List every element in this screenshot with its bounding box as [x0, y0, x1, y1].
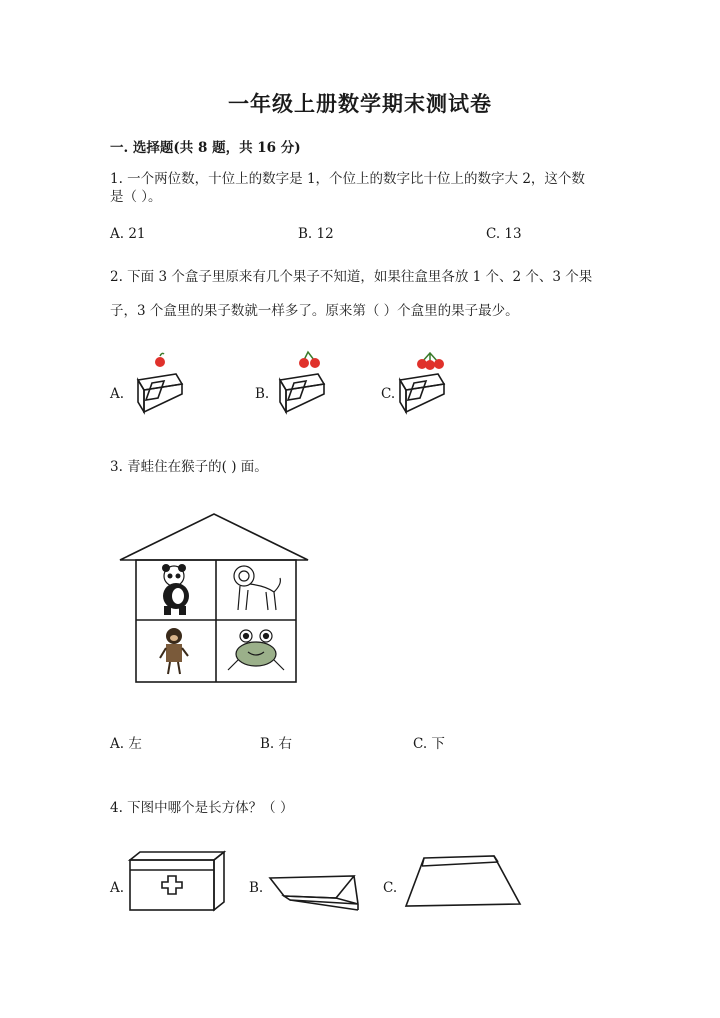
question-2-text — [110, 260, 630, 328]
question-3-option-a[interactable]: A. 左 — [110, 736, 142, 752]
question-1-option-b[interactable]: B. 12 — [298, 226, 334, 242]
lion-icon — [234, 566, 280, 610]
box-three-cherries-illustration — [382, 350, 462, 420]
question-1-line1: 1. 一个两位数，十位上的数字是 1，个位上的数字比十位上的数字大 2，这个数 — [110, 171, 585, 187]
cross-icon — [162, 876, 182, 894]
question-4-option-a[interactable]: A. — [110, 880, 125, 896]
house-roof — [120, 514, 308, 560]
cherry-icon — [417, 353, 444, 370]
section-heading: 一. 选择题(共 8 题，共 16 分) — [110, 140, 301, 156]
cherry-box-c — [400, 374, 444, 412]
question-1-line2: 是（ ）。 — [110, 189, 162, 205]
question-4-text: 4. 下图中哪个是长方体？（ ） — [110, 800, 294, 816]
question-1-option-c[interactable]: C. 13 — [486, 226, 522, 242]
monkey-icon — [160, 628, 188, 674]
trapezoid-prism-illustration — [400, 852, 524, 912]
question-1-text — [110, 170, 630, 206]
cherry-icon — [155, 353, 165, 367]
question-3-option-b[interactable]: B. 右 — [260, 736, 293, 752]
question-4-option-c[interactable]: C. — [383, 880, 398, 896]
panda-icon — [162, 564, 189, 615]
cherry-box-a — [138, 374, 182, 412]
frog-icon — [228, 630, 284, 670]
page-title: 一年级上册数学期末测试卷 — [228, 91, 492, 116]
question-2-option-b[interactable]: B. — [255, 386, 270, 402]
question-2-line1: 2. 下面 3 个盒子里原来有几个果子不知道，如果往盒里各放 1 个、2 个、3 个果 — [110, 269, 593, 285]
medicine-box-illustration — [124, 850, 230, 914]
question-2-line2: 子，3 个盒里的果子数就一样多了。原来第（ ）个盒里的果子最少。 — [110, 303, 519, 319]
question-2-option-a[interactable]: A. — [110, 386, 125, 402]
box-two-cherries-illustration — [262, 350, 342, 420]
question-3-text: 3. 青蛙住在猴子的( ) 面。 — [110, 459, 268, 475]
question-3-option-c[interactable]: C. 下 — [413, 736, 445, 752]
animal-house-illustration — [116, 512, 312, 692]
question-2-option-c[interactable]: C. — [381, 386, 396, 402]
cherry-icon — [299, 352, 320, 368]
question-1-option-a[interactable]: A. 21 — [110, 226, 146, 242]
cherry-box-b — [280, 374, 324, 412]
question-4-option-b[interactable]: B. — [249, 880, 264, 896]
box-one-cherry-illustration — [120, 350, 200, 420]
flat-wedge-illustration — [266, 872, 362, 916]
